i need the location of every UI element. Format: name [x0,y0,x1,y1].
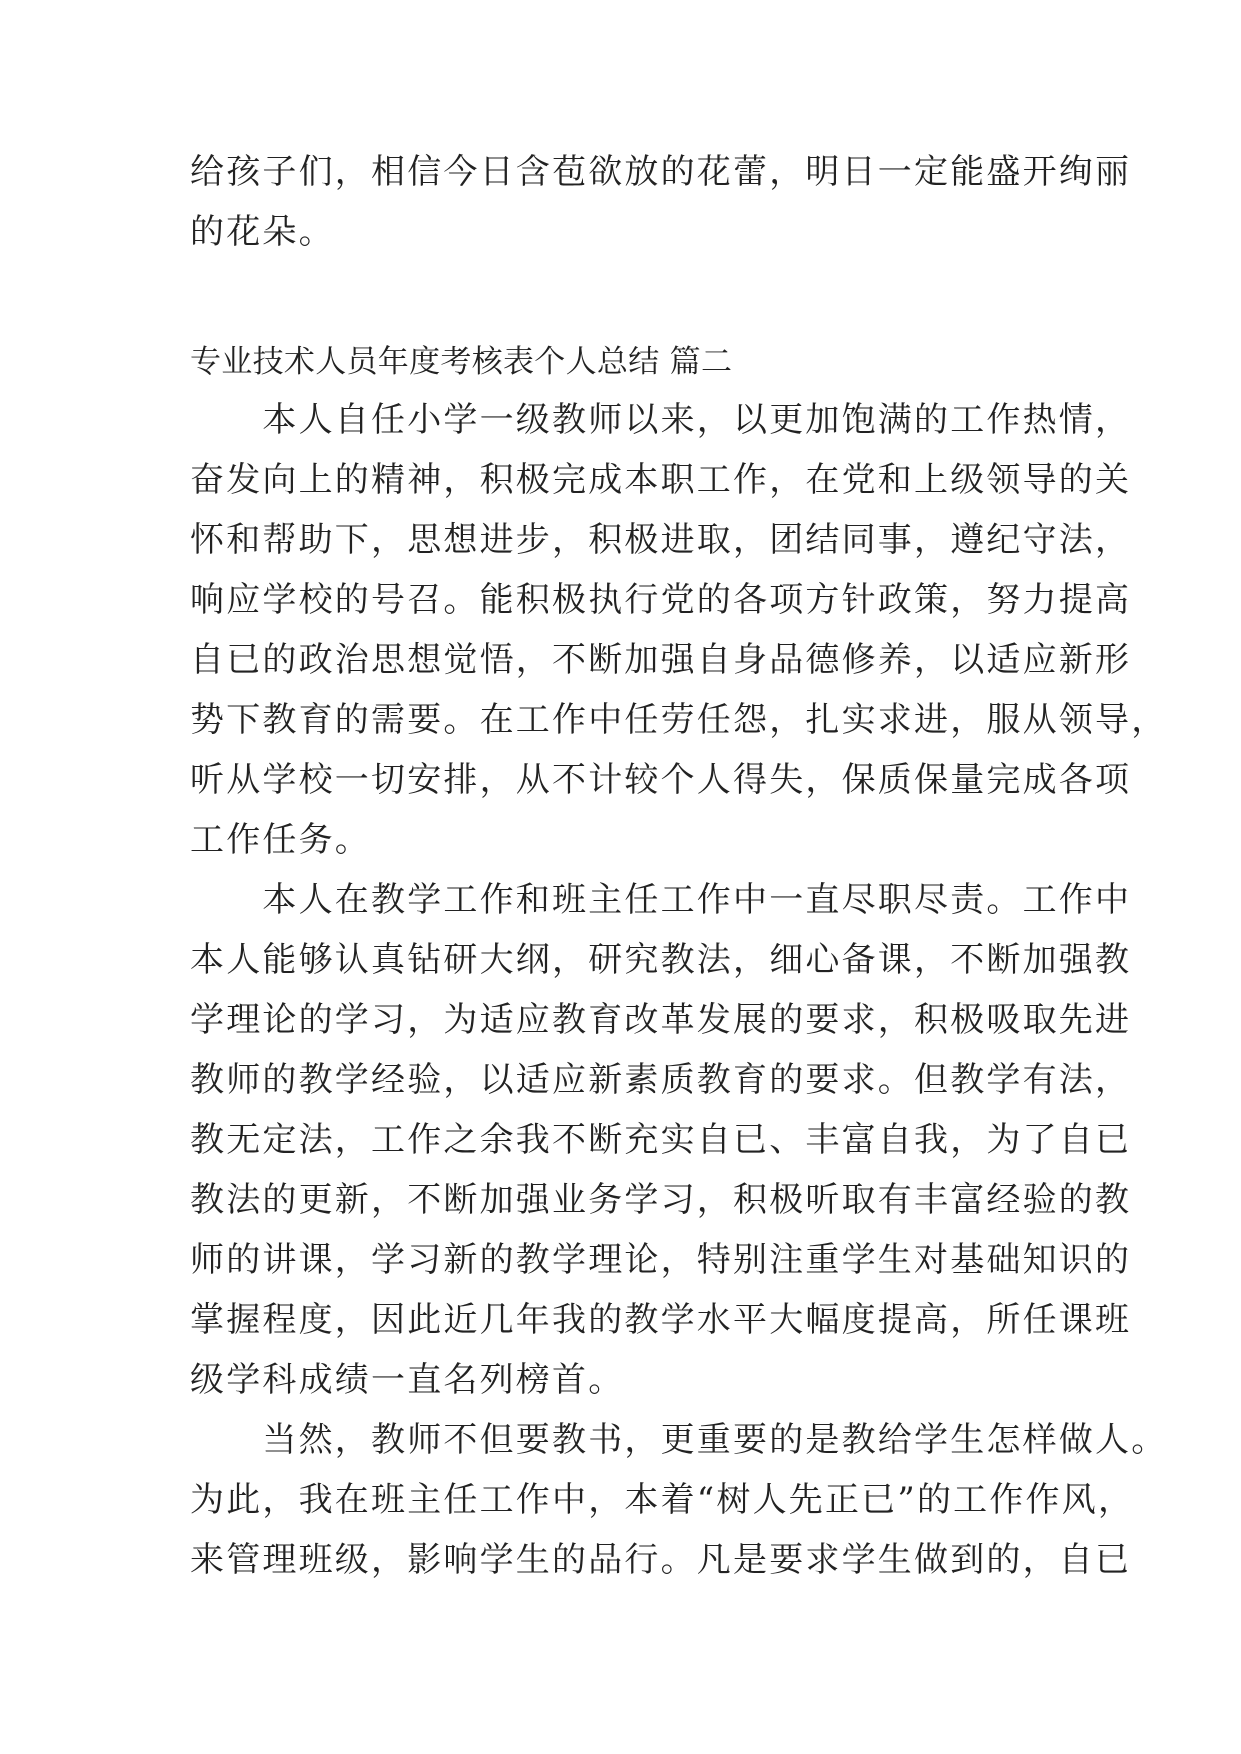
text-line: 学理论的学习，为适应教育改革发展的要求，积极吸取先进 [190,1000,1132,1040]
text-line: 当然，教师不但要教书，更重要的是教给学生怎样做人。 [190,1420,1168,1460]
text-line: 怀和帮助下，思想进步，积极进取，团结同事，遵纪守法， [190,520,1132,560]
text-line: 工作任务。 [190,820,371,860]
text-line: 自已的政治思想觉悟，不断加强自身品德修养，以适应新形 [190,640,1132,680]
text-line: 教无定法，工作之余我不断充实自已、丰富自我，为了自已 [190,1120,1132,1160]
text-line: 的花朵。 [190,212,335,252]
text-line: 级学科成绩一直名列榜首。 [190,1360,625,1400]
text-line: 本人能够认真钻研大纲，研究教法，细心备课，不断加强教 [190,940,1132,980]
text-line: 本人自任小学一级教师以来，以更加饱满的工作热情， [190,400,1132,440]
text-line: 本人在教学工作和班主任工作中一直尽职尽责。工作中 [190,880,1132,920]
text-line: 师的讲课，学习新的教学理论，特别注重学生对基础知识的 [190,1240,1132,1280]
text-line: 掌握程度，因此近几年我的教学水平大幅度提高，所任课班 [190,1300,1132,1340]
text-line: 给孩子们，相信今日含苞欲放的花蕾，明日一定能盛开绚丽 [190,152,1132,192]
text-line: 响应学校的号召。能积极执行党的各项方针政策，努力提高 [190,580,1132,620]
text-line: 听从学校一切安排，从不计较个人得失，保质保量完成各项 [190,760,1132,800]
text-line: 奋发向上的精神，积极完成本职工作，在党和上级领导的关 [190,460,1132,500]
text-line: 为此，我在班主任工作中，本着“树人先正已”的工作作风， [190,1480,1135,1520]
text-line: 教师的教学经验，以适应新素质教育的要求。但教学有法， [190,1060,1132,1100]
text-line: 势下教育的需要。在工作中任劳任怨，扎实求进，服从领导， [190,700,1168,740]
text-line: 来管理班级，影响学生的品行。凡是要求学生做到的，自已 [190,1540,1132,1580]
text-line: 教法的更新，不断加强业务学习，积极听取有丰富经验的教 [190,1180,1132,1220]
section-heading: 专业技术人员年度考核表个人总结 篇二 [190,344,733,380]
